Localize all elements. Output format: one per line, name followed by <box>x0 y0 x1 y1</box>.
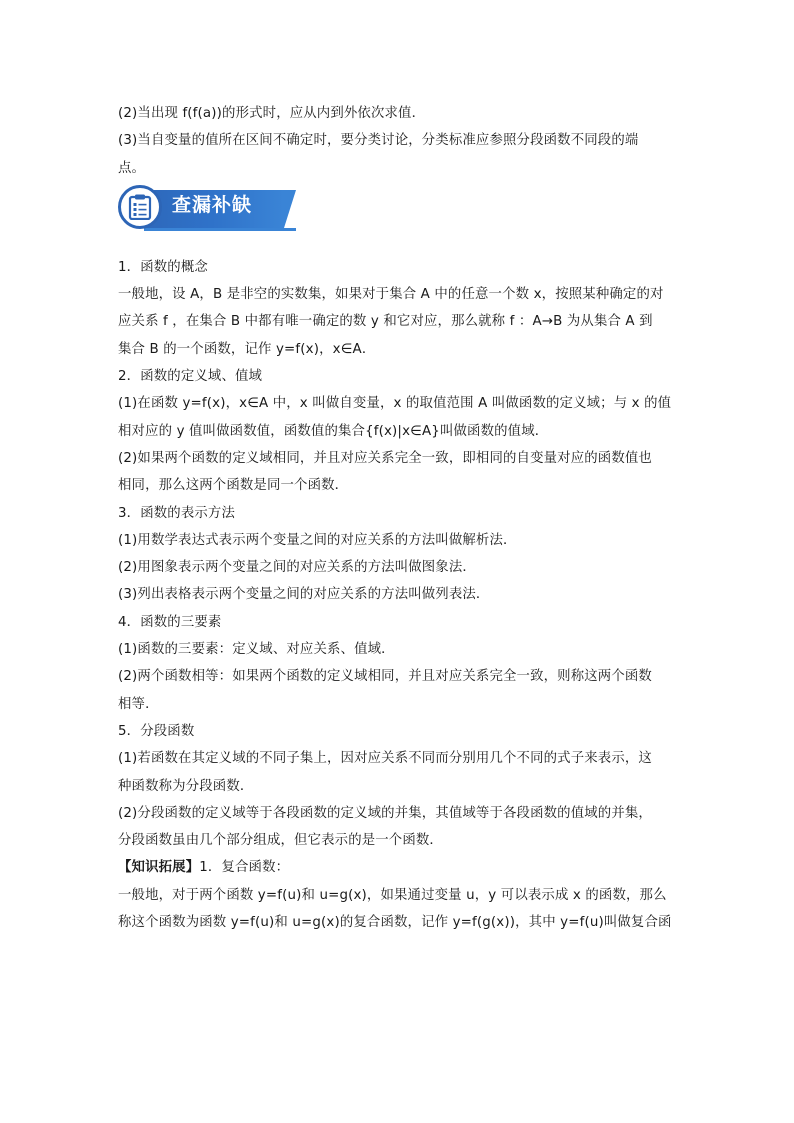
intro-section <box>118 100 678 182</box>
paragraph-line: 应关系 f ，在集合 B 中都有唯一确定的数 y 和它对应，那么就称 f ：A→B 为从集合 A 到 <box>118 314 653 330</box>
banner-title: 查漏补缺 <box>172 193 253 216</box>
intro-line-3: (3)当自变量的值所在区间不确定时，要分类讨论，分类标准应参照分段函数不同段的端 <box>118 133 639 149</box>
heading-representation: 3．函数的表示方法 <box>118 505 235 521</box>
paragraph-line: (1)用数学表达式表示两个变量之间的对应关系的方法叫做解析法． <box>118 532 517 548</box>
paragraph-line: (2)分段函数的定义域等于各段函数的定义域的并集，其值域等于各段函数的值域的并集， <box>118 805 652 821</box>
extension-heading-line <box>118 854 678 881</box>
heading-piecewise: 5．分段函数 <box>118 723 195 739</box>
extension-tag: 【知识拓展】 <box>118 860 200 876</box>
paragraph-line: (2)用图象表示两个变量之间的对应关系的方法叫做图象法． <box>118 560 476 576</box>
paragraph-line: (1)在函数 y=f(x)，x∈A 中，x 叫做自变量，x 的取值范围 A 叫做函数的定义域；与 x 的值 <box>118 396 672 412</box>
intro-line-2: (2)当出现 f(f(a))的形式时，应从内到外依次求值． <box>118 106 426 121</box>
paragraph-line: 分段函数虽由几个部分组成，但它表示的是一个函数． <box>118 833 443 849</box>
paragraph-line: 称这个函数为函数 y=f(u)和 u=g(x)的复合函数，记作 y=f(g(x))，其中 y=f(u)叫做复合函 <box>118 915 672 931</box>
paragraph-line: (1)函数的三要素：定义域、对应关系、值域． <box>118 642 395 658</box>
paragraph-line: (1)若函数在其定义域的不同子集上，因对应关系不同而分别用几个不同的式子来表示，这 <box>118 751 652 767</box>
clipboard-checklist-icon <box>118 185 162 229</box>
heading-domain-range: 2．函数的定义域、值域 <box>118 369 263 385</box>
paragraph-line: 种函数称为分段函数． <box>118 778 254 794</box>
paragraph-line: 集合 B 的一个函数，记作 y=f(x)，x∈A． <box>118 341 376 357</box>
paragraph-line: 相对应的 y 值叫做函数值，函数值的集合{f(x)|x∈A}叫做函数的值域． <box>118 423 549 439</box>
extension-section <box>118 854 678 936</box>
heading-function-concept: 1．函数的概念 <box>118 259 208 275</box>
extension-heading: 1．复合函数： <box>199 860 290 876</box>
main-section <box>118 254 678 855</box>
paragraph-line: (2)如果两个函数的定义域相同，并且对应关系完全一致，即相同的自变量对应的函数值也 <box>118 450 652 466</box>
paragraph-line: (3)列出表格表示两个变量之间的对应关系的方法叫做列表法． <box>118 587 490 603</box>
paragraph-line: (2)两个函数相等：如果两个函数的定义域相同，并且对应关系完全一致，则称这两个函数 <box>118 669 652 685</box>
paragraph-line: 一般地，设 A，B 是非空的实数集，如果对于集合 A 中的任意一个数 x，按照某种确定的对 <box>118 287 664 303</box>
section-banner <box>118 186 678 242</box>
content-area <box>118 100 678 936</box>
paragraph-line: 相等． <box>118 696 159 712</box>
paragraph-line: 一般地，对于两个函数 y=f(u)和 u=g(x)，如果通过变量 u，y 可以表示成 x 的函数，那么 <box>118 887 667 903</box>
intro-line-3-cont: 点。 <box>118 160 146 176</box>
banner-underline <box>144 228 296 231</box>
heading-three-elements: 4．函数的三要素 <box>118 614 222 630</box>
paragraph-line: 相同，那么这两个函数是同一个函数． <box>118 478 349 494</box>
